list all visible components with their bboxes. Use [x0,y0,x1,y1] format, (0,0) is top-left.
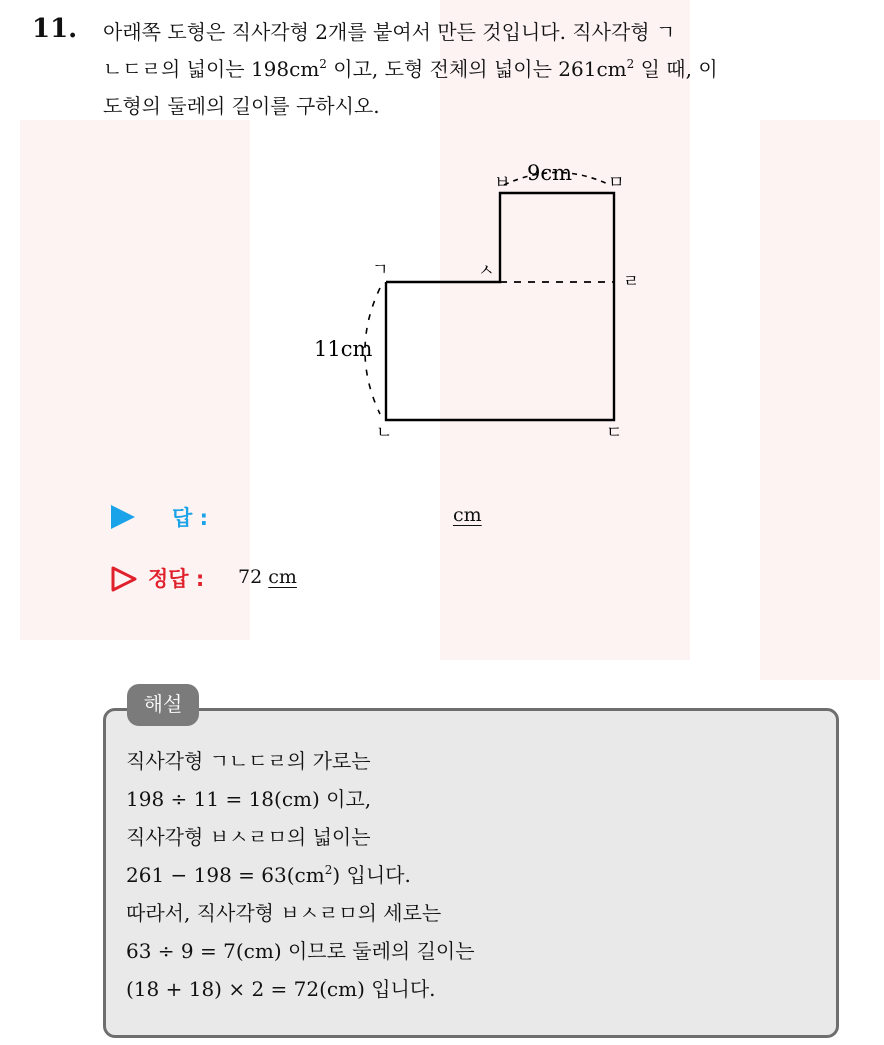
solution-line: $261 - 198 = 63(cm^2)$ 입니다. [126,863,411,887]
top-width-label: 9cm [527,161,573,185]
vertex-label-d: ㄷ [606,423,623,443]
answer-row [108,500,528,534]
vertex-label-s: ㅅ [478,261,495,281]
play-triangle-icon [111,505,135,529]
vertex-label-b: ㅂ [494,173,511,193]
figure-outline-path [386,193,614,420]
correct-answer-unit: cm [268,566,297,588]
correct-answer-value: 72 [238,566,263,588]
outline-triangle-icon [110,565,138,593]
solution-line: 따라서, 직사각형 ㅂㅅㄹㅁ의 세로는 [126,901,442,925]
correct-answer-label: 정답 : [148,567,205,591]
solution-title-tab: 해설 [127,684,199,726]
composite-rectangle-figure [0,0,884,460]
solution-line: 직사각형 ㅂㅅㄹㅁ의 넓이는 [126,825,371,849]
solution-line: (18 + 18) × 2 = 72(cm) 입니다. [126,977,436,1001]
solution-line: 직사각형 ㄱㄴㄷㄹ의 가로는 [126,749,371,773]
question-line: 도형의 둘레의 길이를 구하시오. [103,94,380,118]
correct-answer-row [108,562,408,596]
figure-outline [386,193,614,420]
answer-label: 답 : [172,506,208,530]
vertex-label-r: ㄹ [623,272,640,292]
vertex-label-g: ㄱ [372,260,389,280]
question-line: 아래쪽 도형은 직사각형 2개를 붙여서 만든 것입니다. 직사각형 ㄱ [103,20,676,44]
solution-line: 198 ÷ 11 = 18(cm) 이고, [126,787,372,811]
vertex-label-m: ㅁ [608,173,625,193]
question-line: ㄴㄷㄹ의 넓이는 $198cm^2$ 이고, 도형 전체의 넓이는 $261cm^2$ 일 때, 이 [103,57,718,81]
vertex-label-n: ㄴ [376,423,393,443]
left-height-label: 11cm [314,337,373,361]
solution-line: 63 ÷ 9 = 7(cm) 이므로 둘레의 길이는 [126,939,475,963]
answer-value[interactable] [258,504,438,530]
correct-answer-text [238,566,297,588]
question-number: 11. [32,14,78,44]
answer-unit: cm [453,504,482,526]
solution-body [126,742,826,1008]
